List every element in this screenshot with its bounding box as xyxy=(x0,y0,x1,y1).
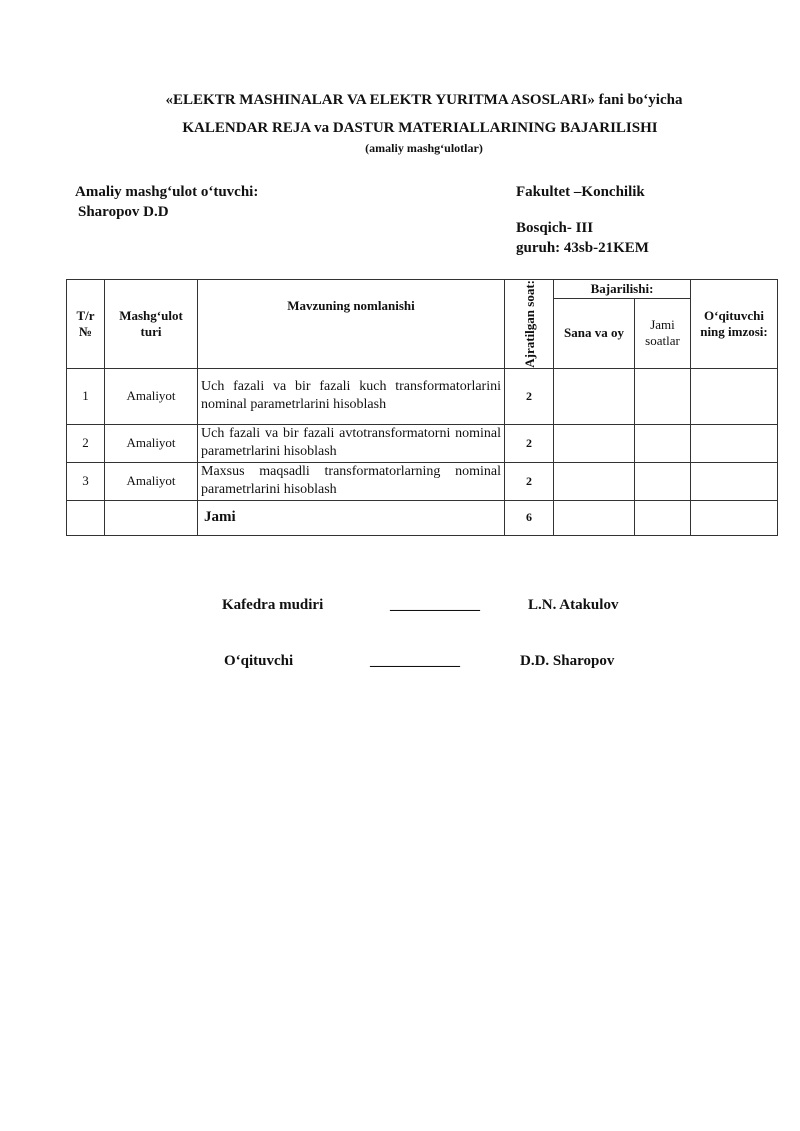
row-hours: 2 xyxy=(505,424,554,462)
row-type: Amaliyot xyxy=(105,424,198,462)
row-type: Amaliyot xyxy=(105,368,198,424)
row-signature xyxy=(691,424,778,462)
teacher-name: Sharopov D.D xyxy=(78,204,169,220)
row-signature xyxy=(691,368,778,424)
table-row xyxy=(67,462,778,500)
total-empty-num xyxy=(67,500,105,535)
row-signature xyxy=(691,462,778,500)
header-type: Mashg‘ulot turi xyxy=(105,280,198,369)
teacher-sign-name: D.D. Sharopov xyxy=(520,653,615,669)
teacher-sign-label: O‘qituvchi xyxy=(224,653,294,669)
header-signature: O‘qituvchi ning imzosi: xyxy=(691,280,778,369)
document-title-line1: «ELEKTR MASHINALAR VA ELEKTR YURITMA ASOSLARI» fani bo‘yicha xyxy=(165,92,683,108)
row-hours: 2 xyxy=(505,462,554,500)
plan-table xyxy=(66,279,778,536)
row-num: 1 xyxy=(67,368,105,424)
table-row xyxy=(67,424,778,462)
total-row xyxy=(67,500,778,535)
document-subtitle: (amaliy mashg‘ulotlar) xyxy=(365,141,483,155)
row-date xyxy=(554,368,635,424)
header-hours-cell xyxy=(505,280,554,369)
faculty: Fakultet –Konchilik xyxy=(516,184,645,200)
row-date xyxy=(554,424,635,462)
row-num: 2 xyxy=(67,424,105,462)
teacher-signature-line: ____________ xyxy=(370,653,460,669)
row-num: 3 xyxy=(67,462,105,500)
row-total-hours xyxy=(635,368,691,424)
header-execution: Bajarilishi: xyxy=(554,280,691,299)
head-name: L.N. Atakulov xyxy=(528,597,619,613)
row-total-hours xyxy=(635,462,691,500)
teacher-label: Amaliy mashg‘ulot o‘tuvchi: xyxy=(75,184,259,200)
table-row xyxy=(67,368,778,424)
group: guruh: 43sb-21KEM xyxy=(516,240,649,256)
total-empty-total xyxy=(635,500,691,535)
header-num: T/r № xyxy=(67,280,105,369)
row-topic: Uch fazali va bir fazali kuch transformatorlarini nominal parametrlarini hisoblash xyxy=(198,368,505,424)
header-date: Sana va oy xyxy=(554,299,635,369)
row-topic: Maxsus maqsadli transformatorlarning nominal parametrlarini hisoblash xyxy=(198,462,505,500)
row-hours: 2 xyxy=(505,368,554,424)
header-total-hours: Jami soatlar xyxy=(635,299,691,369)
header-topic: Mavzuning nomlanishi xyxy=(198,280,505,369)
row-topic: Uch fazali va bir fazali avtotransformatorni nominal parametrlarini hisoblash xyxy=(198,424,505,462)
total-hours: 6 xyxy=(505,500,554,535)
row-type: Amaliyot xyxy=(105,462,198,500)
stage: Bosqich- III xyxy=(516,220,594,236)
document-title-line2: KALENDAR REJA va DASTUR MATERIALLARINING BAJARILISHI xyxy=(182,120,658,136)
head-signature-line: ____________ xyxy=(390,597,480,613)
row-date xyxy=(554,462,635,500)
total-empty-date xyxy=(554,500,635,535)
header-hours: Ajratilgan soat: xyxy=(521,280,537,368)
total-empty-type xyxy=(105,500,198,535)
total-empty-signature xyxy=(691,500,778,535)
head-label: Kafedra mudiri xyxy=(222,597,324,613)
total-label: Jami xyxy=(198,500,505,535)
row-total-hours xyxy=(635,424,691,462)
